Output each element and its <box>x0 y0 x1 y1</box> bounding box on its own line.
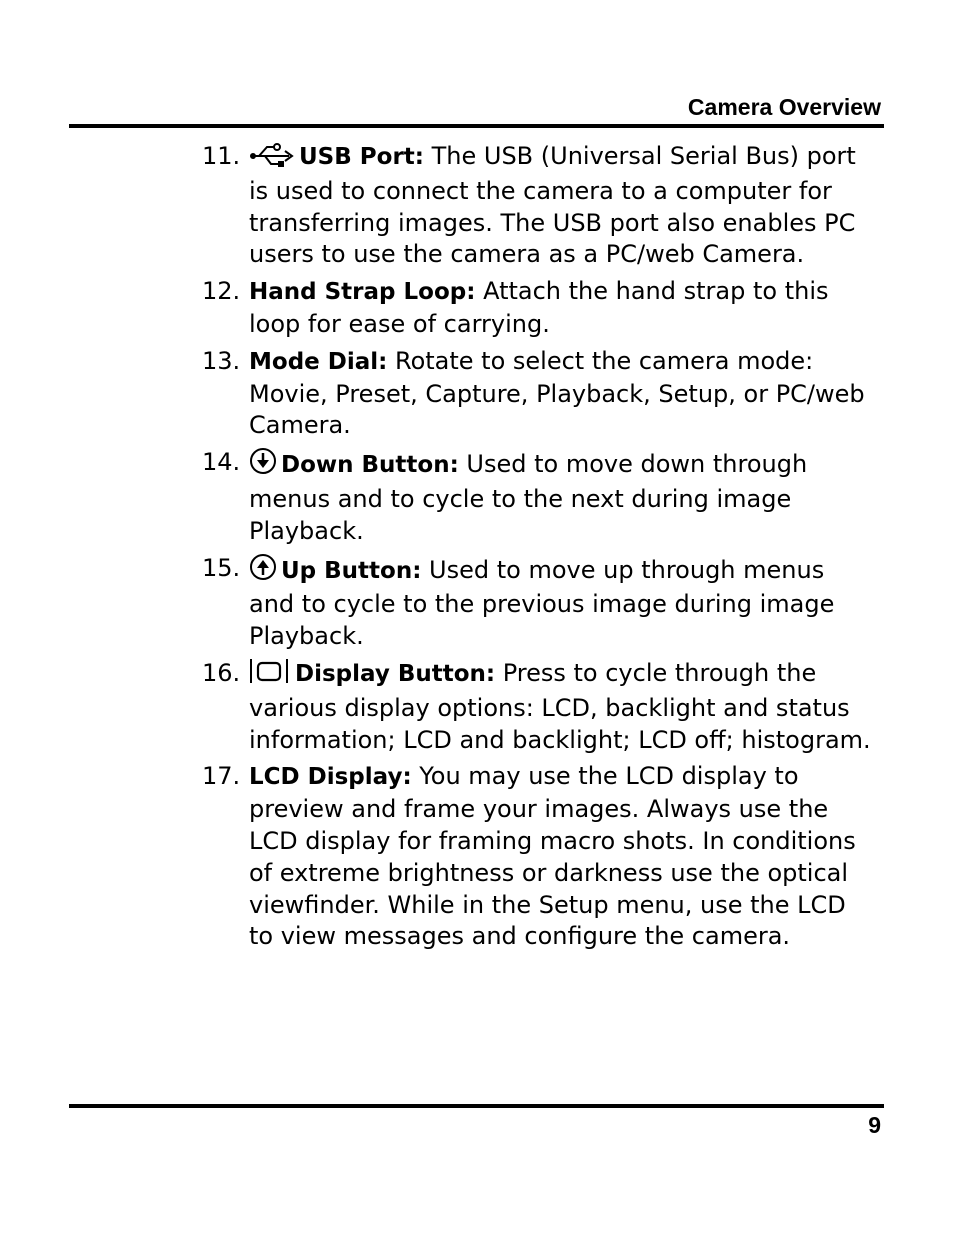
item-number: 16. <box>202 658 241 687</box>
usb-icon <box>249 143 295 176</box>
item-number: 15. <box>202 553 241 582</box>
list-item-lcd-display <box>0 761 874 953</box>
down-arrow-circle-icon <box>249 447 277 484</box>
item-description: Used to move down through menus and to cycle to the next during image Playback. <box>249 450 808 545</box>
item-number: 11. <box>202 142 241 170</box>
item-description: Rotate to select the camera mode: Movie, Preset, Capture, Playback, Setup, or PC/web Camera. <box>249 346 865 440</box>
item-description: Used to move up through menus and to cycle to the previous image during image Playback. <box>249 555 835 651</box>
list-item-hand-strap-loop <box>0 276 874 341</box>
list-item-display-button <box>0 658 874 756</box>
item-description: You may use the LCD display to preview and frame your images. Always use the LCD display for framing macro shots. In conditions of extreme brightness or darkness use the optical viewfinder. While in the Setup menu, use the LCD to view messages and configure the camera. <box>249 762 856 951</box>
item-term: Display Button: <box>295 660 496 687</box>
section-title: Camera Overview <box>687 94 881 120</box>
footer-rule <box>69 1104 884 1108</box>
item-description: The USB (Universal Serial Bus) port is used to connect the camera to a computer for transferring images. The USB port also enables PC users to use the camera as a PC/web Camera. <box>249 142 856 269</box>
item-term: Mode Dial: <box>249 348 388 375</box>
item-description: Attach the hand strap to this loop for ease of carrying. <box>249 277 829 338</box>
header-rule <box>69 124 884 128</box>
item-description: Press to cycle through the various display options: LCD, backlight and status information; LCD and backlight; LCD off; histogram. <box>249 658 871 754</box>
list-item-usb-port <box>0 141 874 271</box>
item-term: Hand Strap Loop: <box>249 279 476 306</box>
item-number: 12. <box>202 277 241 306</box>
item-number: 17. <box>202 762 241 791</box>
item-term: Down Button: <box>281 452 459 479</box>
item-term: LCD Display: <box>249 764 412 791</box>
list-item-mode-dial <box>0 346 874 442</box>
item-term: Up Button: <box>281 557 422 584</box>
list-item-down-button <box>0 447 874 547</box>
feature-list <box>0 141 954 958</box>
page-number: 9 <box>868 1112 881 1138</box>
list-item-up-button <box>0 553 874 653</box>
up-arrow-circle-icon <box>249 553 277 590</box>
display-icon <box>249 658 291 693</box>
item-number: 13. <box>202 346 241 375</box>
item-term: USB Port: <box>299 144 424 170</box>
item-number: 14. <box>202 448 241 477</box>
